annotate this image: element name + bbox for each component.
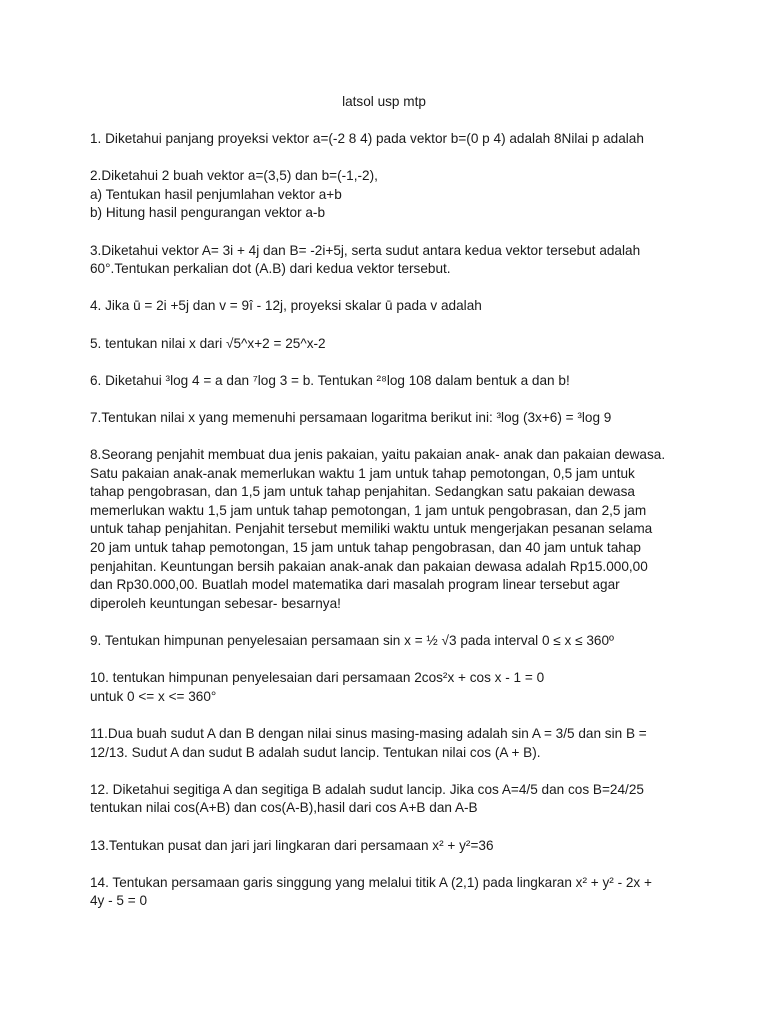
question-line: 3.Diketahui vektor A= 3i + 4j dan B= -2i+5j, serta sudut antara kedua vektor tersebut adalah — [90, 242, 641, 258]
document-title-text: latsol usp mtp — [342, 94, 426, 109]
question-item — [90, 837, 690, 856]
question-item — [90, 874, 690, 911]
question-line: tentukan nilai cos(A+B) dan cos(A-B),hasil dari cos A+B dan A-B — [90, 800, 478, 816]
question-line: 14. Tentukan persamaan garis singgung yang melalui titik A (2,1) pada lingkaran x² + y² - 2x + — [90, 874, 652, 890]
question-line: 7.Tentukan nilai x yang memenuhi persamaan logaritma berikut ini: ³log (3x+6) = ³log 9 — [90, 409, 612, 425]
question-line: 1. Diketahui panjang proyeksi vektor a=(-2 8 4) pada vektor b=(0 p 4) adalah 8Nilai p adalah — [90, 131, 644, 146]
question-line: memerlukan waktu 1,5 jam untuk tahap pemotongan, 1 jam untuk pengobrasan, dan 2,5 jam — [90, 502, 647, 518]
question-line: Satu pakaian anak-anak memerlukan waktu 1 jam untuk tahap pemotongan, 0,5 jam untuk — [90, 465, 635, 481]
question-line: 8.Seorang penjahit membuat dua jenis pakaian, yaitu pakaian anak- anak dan pakaian dewasa. — [90, 447, 666, 463]
question-line: 2.Diketahui 2 buah vektor a=(3,5) dan b=(-1,-2), — [90, 168, 378, 184]
question-line: untuk tahap penjahitan. Penjahit tersebut memiliki waktu untuk mengerjakan pesanan selama — [90, 521, 653, 537]
document-title — [0, 93, 768, 112]
question-line: 20 jam untuk tahap pemotongan, 15 jam untuk tahap pengobrasan, dan 40 jam untuk tahap — [90, 540, 641, 556]
question-line: 13.Tentukan pusat dan jari jari lingkaran dari persamaan x² + y²=36 — [90, 837, 494, 853]
question-line: b) Hitung hasil pengurangan vektor a-b — [90, 205, 326, 221]
question-line: dan Rp30.000,00. Buatlah model matematika dari masalah program linear tersebut agar — [90, 577, 620, 593]
question-line: 5. tentukan nilai x dari √5^x+2 = 25^x-2 — [90, 335, 326, 351]
question-line: 4. Jika ū = 2i +5j dan v = 9î - 12j, proyeksi skalar ū pada v adalah — [90, 298, 482, 314]
question-item — [90, 669, 690, 706]
question-item — [90, 446, 690, 613]
question-item — [90, 242, 690, 279]
question-line: 4y - 5 = 0 — [90, 893, 148, 909]
question-line: untuk 0 <= x <= 360° — [90, 688, 217, 704]
question-line: 12/13. Sudut A dan sudut B adalah sudut lancip. Tentukan nilai cos (A + B). — [90, 744, 541, 760]
question-line: tahap pengobrasan, dan 1,5 jam untuk tahap penjahitan. Sedangkan satu pakaian dewasa — [90, 484, 635, 500]
question-line: 9. Tentukan himpunan penyelesaian persamaan sin x = ½ √3 pada interval 0 ≤ x ≤ 360º — [90, 633, 614, 649]
question-item — [90, 335, 690, 354]
question-line: a) Tentukan hasil penjumlahan vektor a+b — [90, 186, 342, 202]
question-item — [90, 297, 690, 316]
question-item — [90, 781, 690, 818]
question-item — [90, 725, 690, 762]
question-line: penjahitan. Keuntungan bersih pakaian anak-anak dan pakaian dewasa adalah Rp15.000,00 — [90, 558, 648, 574]
question-item — [90, 167, 690, 223]
question-item — [90, 130, 690, 149]
question-line: 60°.Tentukan perkalian dot (A.B) dari kedua vektor tersebut. — [90, 261, 451, 277]
question-line: 10. tentukan himpunan penyelesaian dari persamaan 2cos²x + cos x - 1 = 0 — [90, 670, 545, 686]
question-line: 12. Diketahui segitiga A dan segitiga B adalah sudut lancip. Jika cos A=4/5 dan cos B=24/25 — [90, 781, 644, 797]
question-line: diperoleh keuntungan sebesar- besarnya! — [90, 595, 341, 611]
question-line: 11.Dua buah sudut A dan B dengan nilai sinus masing-masing adalah sin A = 3/5 dan sin B = — [90, 726, 647, 741]
question-list — [90, 130, 690, 930]
question-item — [90, 409, 690, 428]
question-line: 6. Diketahui ³log 4 = a dan ⁷log 3 = b. Tentukan ²⁸log 108 dalam bentuk a dan b! — [90, 372, 570, 388]
question-item — [90, 632, 690, 651]
question-item — [90, 372, 690, 391]
